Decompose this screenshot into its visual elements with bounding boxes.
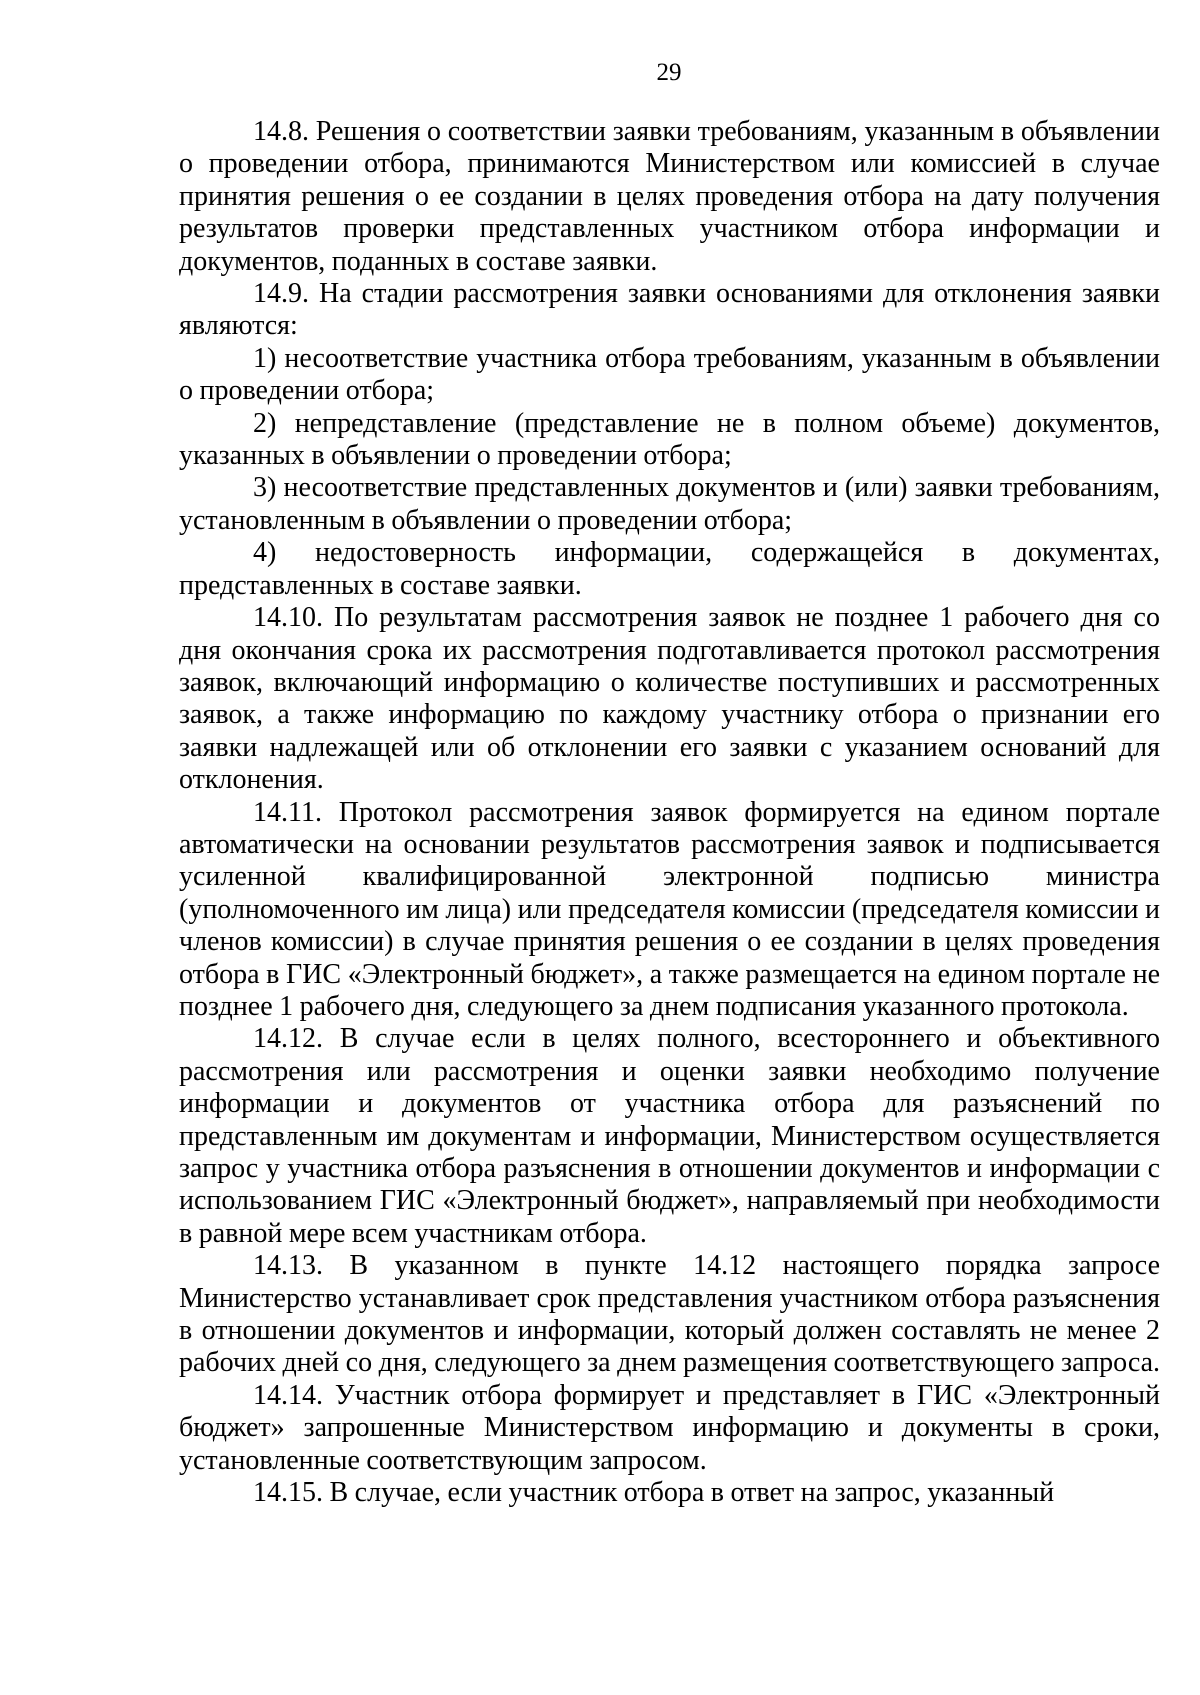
list-item-1: 1) несоответствие участника отбора требованиям, указанным в объявлении о проведении отбора; [179, 342, 1160, 407]
paragraph-14-14: 14.14. Участник отбора формирует и представляет в ГИС «Электронный бюджет» запрошенные Министерством информацию и документы в сроки, установленные соответствующим запросом. [179, 1379, 1160, 1476]
document-body [179, 116, 1160, 1509]
paragraph-14-8: 14.8. Решения о соответствии заявки требованиям, указанным в объявлении о проведении отбора, принимаются Министерством или комиссией в случае принятия решения о ее создании в целях проведения отбора на дату получения результатов проверки представленных участником отбора информации и документов, поданных в составе заявки. [179, 116, 1160, 277]
paragraph-14-15: 14.15. В случае, если участник отбора в ответ на запрос, указанный [253, 1477, 1055, 1509]
list-item-4: 4) недостоверность информации, содержащейся в документах, представленных в составе заявки. [179, 537, 1160, 601]
paragraph-14-9: 14.9. На стадии рассмотрения заявки основаниями для отклонения заявки являются: [179, 278, 1160, 342]
paragraph-14-11: 14.11. Протокол рассмотрения заявок формируется на едином портале автоматически на основании результатов рассмотрения заявок и подписывается усиленной квалифицированной электронной подписью министра (уполномоченного им лица) или председателя комиссии (председателя комиссии и членов комиссии) в случае принятия решения о ее создании в целях проведения отбора в ГИС «Электронный бюджет», а также размещается на едином портале не позднее 1 рабочего дня, следующего за днем подписания указанного протокола. [179, 796, 1160, 1022]
list-item-2: 2) непредставление (представление не в полном объеме) документов, указанных в объявлении о проведении отбора; [179, 407, 1160, 472]
paragraph-14-10: 14.10. По результатам рассмотрения заявок не позднее 1 рабочего дня со дня окончания срока их рассмотрения подготавливается протокол рассмотрения заявок, включающий информацию о количестве поступивших и рассмотренных заявок, а также информацию по каждому участнику отбора о признании его заявки надлежащей или об отклонении его заявки с указанием оснований для отклонения. [179, 602, 1160, 796]
page-number: 29 [656, 59, 682, 86]
paragraph-14-13: 14.13. В указанном в пункте 14.12 настоящего порядка запросе Министерство устанавливает срок представления участником отбора разъяснения в отношении документов и информации, который должен составлять не менее 2 рабочих дней со дня, следующего за днем размещения соответствующего запроса. [179, 1250, 1161, 1379]
paragraph-14-12: 14.12. В случае если в целях полного, всестороннего и объективного рассмотрения или рассмотрения и оценки заявки необходимо получение информации и документов от участника отбора для разъяснений по представленным им документам и информации, Министерством осуществляется запрос у участника отбора разъяснения в отношении документов и информации с использованием ГИС «Электронный бюджет», направляемый при необходимости в равной мере всем участникам отбора. [179, 1023, 1160, 1249]
list-item-3: 3) несоответствие представленных документов и (или) заявки требованиям, установленным в объявлении о проведении отбора; [179, 472, 1160, 536]
